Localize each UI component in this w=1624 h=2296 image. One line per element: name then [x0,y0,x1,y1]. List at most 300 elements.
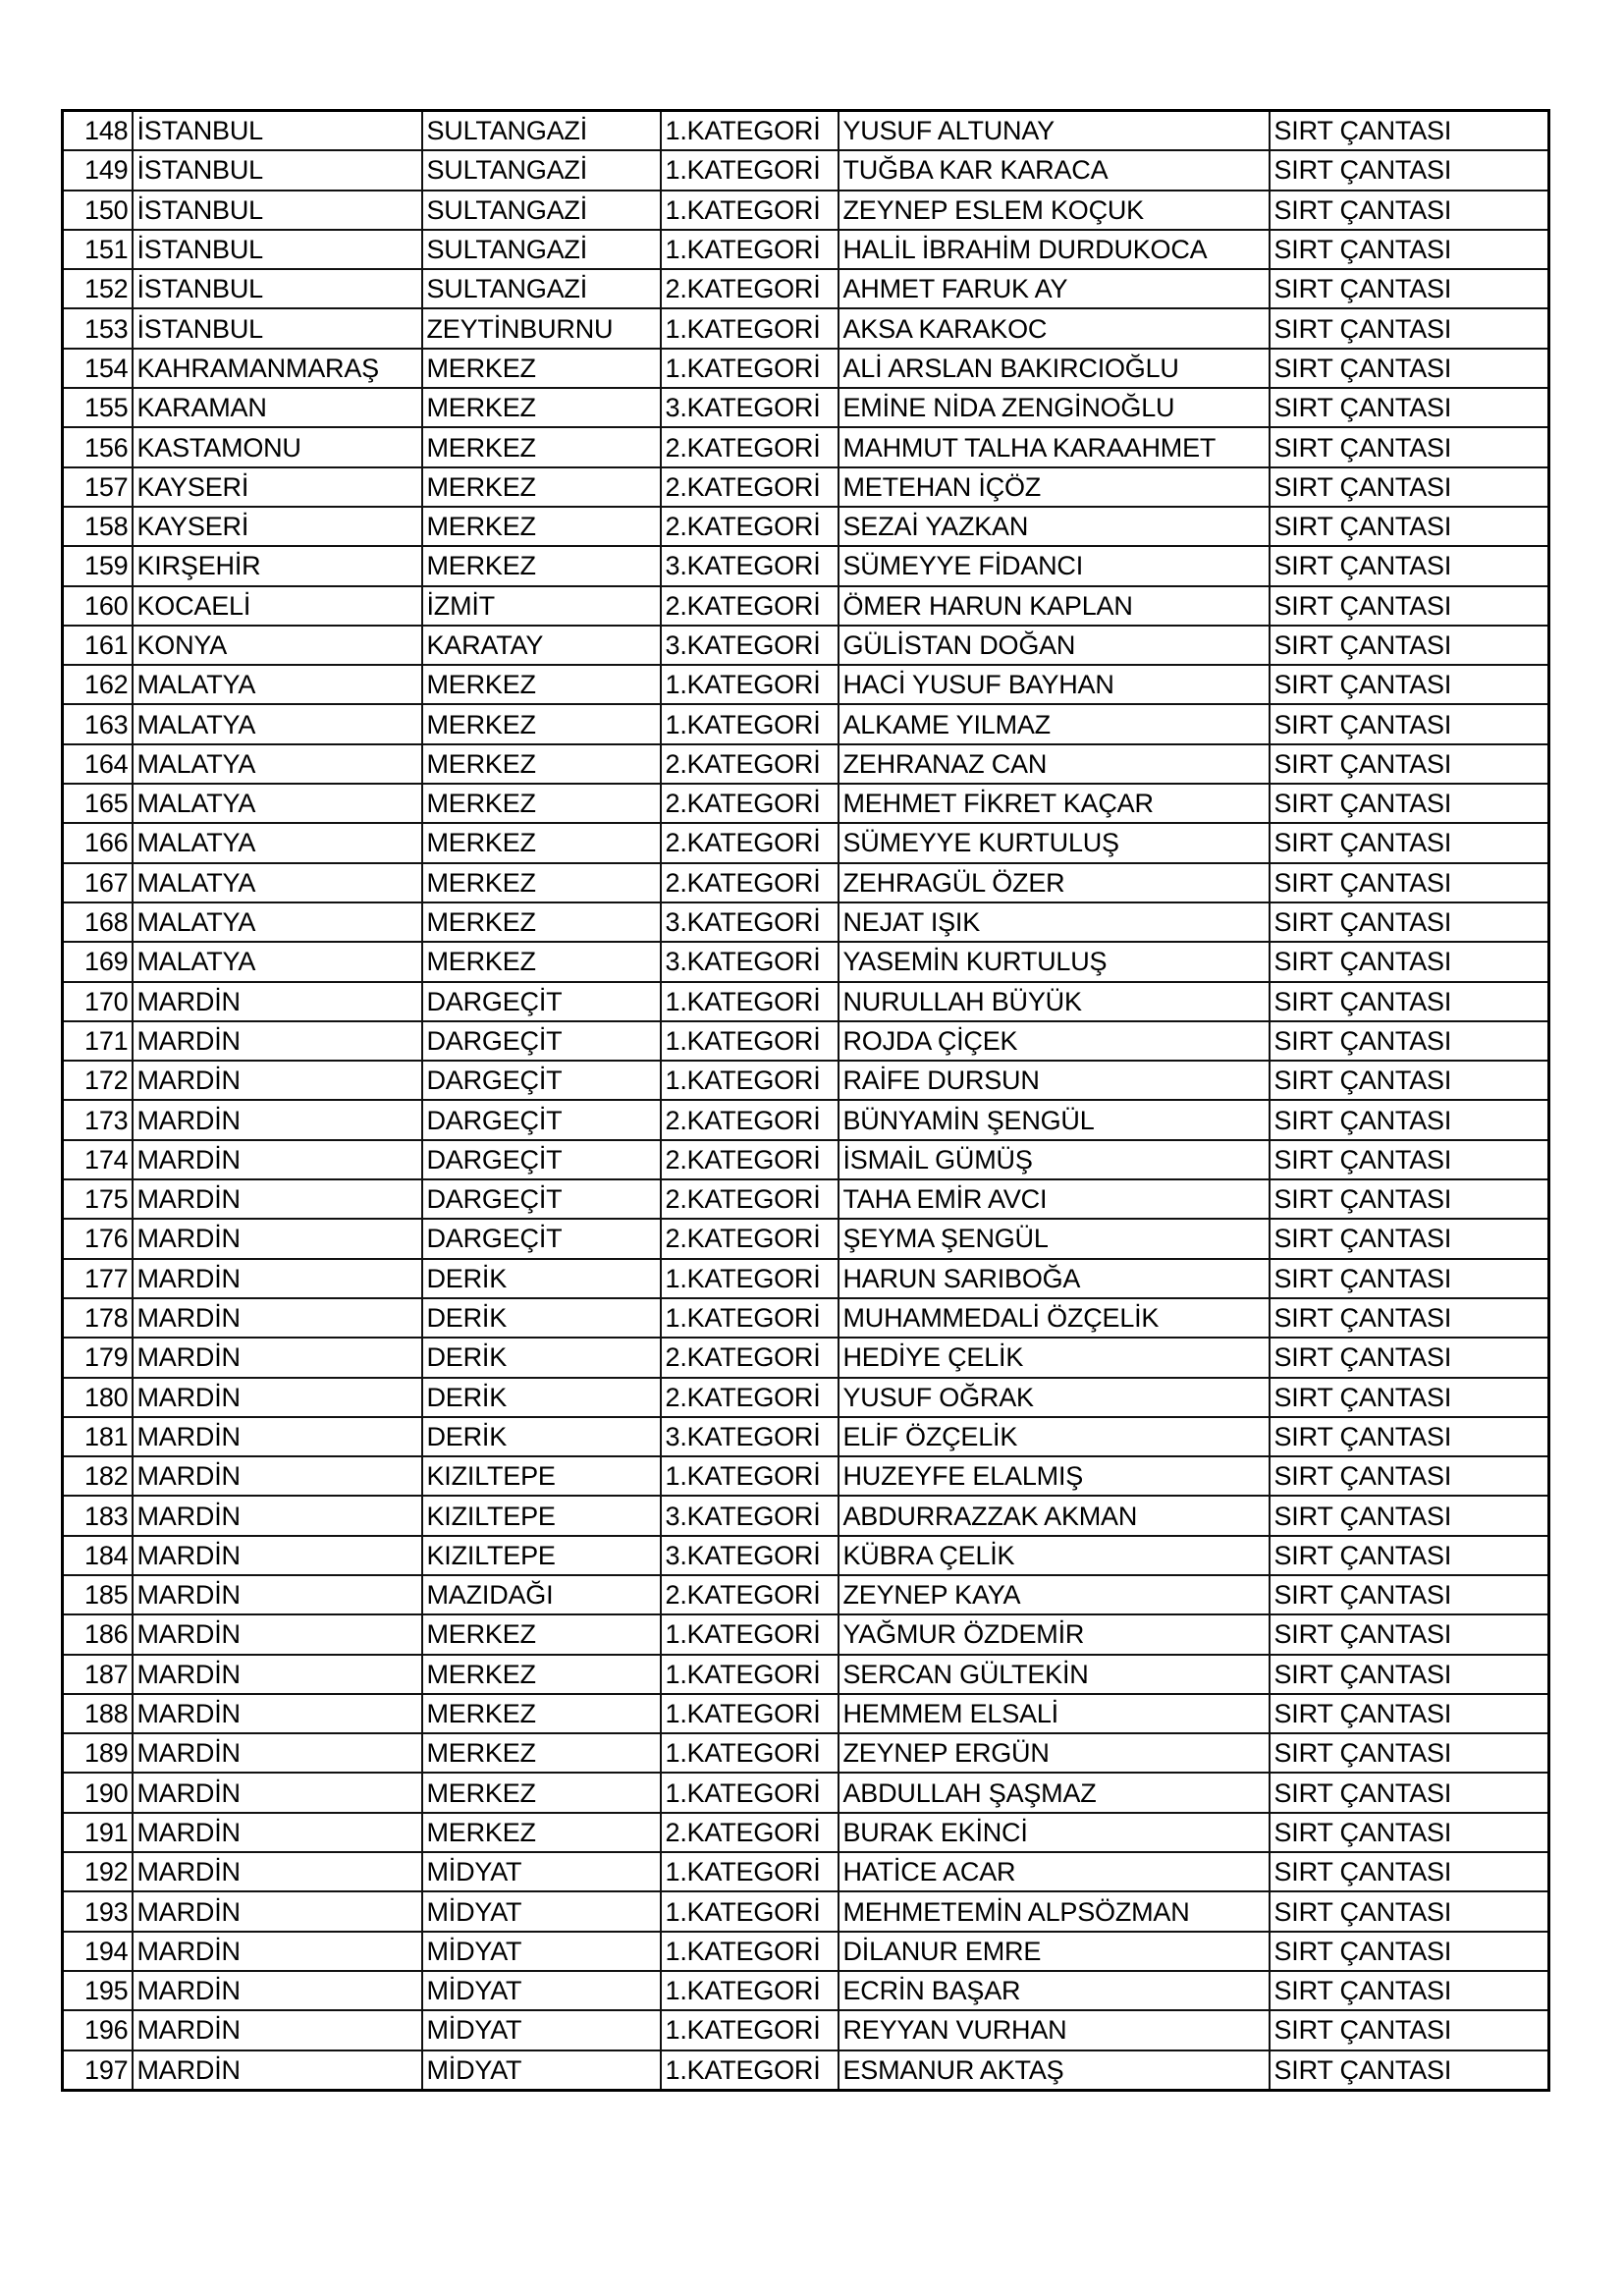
district-cell: MERKEZ [422,1773,661,1812]
student-name-cell: BÜNYAMİN ŞENGÜL [839,1100,1270,1139]
province-cell: MALATYA [133,902,422,942]
student-name-cell: AHMET FARUK AY [839,269,1270,308]
category-cell: 1.KATEGORİ [661,1061,839,1100]
province-cell: MARDİN [133,1021,422,1061]
row-number: 190 [63,1773,133,1812]
province-cell: MARDİN [133,1456,422,1496]
table-row [63,982,1549,1021]
province-cell: İSTANBUL [133,111,422,151]
table-row [63,1773,1549,1812]
row-number: 163 [63,704,133,743]
province-cell: MALATYA [133,863,422,902]
prize-cell: SIRT ÇANTASI [1270,704,1549,743]
district-cell: MERKEZ [422,1813,661,1852]
district-cell: MERKEZ [422,349,661,388]
prize-cell: SIRT ÇANTASI [1270,467,1549,507]
province-cell: İSTANBUL [133,308,422,348]
row-number: 157 [63,467,133,507]
table-row [63,744,1549,784]
table-row [63,823,1549,862]
row-number: 148 [63,111,133,151]
table-row [63,546,1549,585]
district-cell: MERKEZ [422,784,661,823]
table-row [63,1655,1549,1694]
category-cell: 1.KATEGORİ [661,1694,839,1733]
row-number: 172 [63,1061,133,1100]
province-cell: MARDİN [133,1061,422,1100]
province-cell: KIRŞEHİR [133,546,422,585]
province-cell: KAYSERİ [133,507,422,546]
table-row [63,230,1549,269]
student-name-cell: ZEYNEP ERGÜN [839,1733,1270,1773]
district-cell: MERKEZ [422,507,661,546]
prize-cell: SIRT ÇANTASI [1270,1694,1549,1733]
table-row [63,2010,1549,2050]
province-cell: MARDİN [133,2050,422,2091]
prize-cell: SIRT ÇANTASI [1270,2050,1549,2091]
district-cell: MERKEZ [422,1655,661,1694]
student-name-cell: HARUN SARIBOĞA [839,1259,1270,1298]
province-cell: MALATYA [133,823,422,862]
category-cell: 1.KATEGORİ [661,111,839,151]
student-name-cell: MUHAMMEDALİ ÖZÇELİK [839,1298,1270,1338]
table-row [63,626,1549,665]
category-cell: 2.KATEGORİ [661,863,839,902]
district-cell: MERKEZ [422,1614,661,1654]
province-cell: MARDİN [133,1852,422,1891]
prize-cell: SIRT ÇANTASI [1270,586,1549,626]
category-cell: 2.KATEGORİ [661,586,839,626]
student-name-cell: ROJDA ÇİÇEK [839,1021,1270,1061]
province-cell: MARDİN [133,1971,422,2010]
category-cell: 1.KATEGORİ [661,150,839,190]
prize-cell: SIRT ÇANTASI [1270,1298,1549,1338]
row-number: 155 [63,388,133,427]
table-row [63,427,1549,466]
province-cell: MARDİN [133,1140,422,1179]
category-cell: 2.KATEGORİ [661,269,839,308]
category-cell: 2.KATEGORİ [661,467,839,507]
row-number: 170 [63,982,133,1021]
prize-cell: SIRT ÇANTASI [1270,626,1549,665]
row-number: 171 [63,1021,133,1061]
row-number: 186 [63,1614,133,1654]
student-name-cell: ZEHRAGÜL ÖZER [839,863,1270,902]
prize-cell: SIRT ÇANTASI [1270,1496,1549,1535]
category-cell: 2.KATEGORİ [661,1100,839,1139]
student-name-cell: ÖMER HARUN KAPLAN [839,586,1270,626]
student-name-cell: TAHA EMİR AVCI [839,1179,1270,1219]
category-cell: 1.KATEGORİ [661,1932,839,1971]
province-cell: KAHRAMANMARAŞ [133,349,422,388]
prize-cell: SIRT ÇANTASI [1270,902,1549,942]
prize-cell: SIRT ÇANTASI [1270,1536,1549,1575]
table-row [63,269,1549,308]
winners-table-sheet [61,109,1550,2092]
row-number: 149 [63,150,133,190]
prize-cell: SIRT ÇANTASI [1270,1932,1549,1971]
district-cell: SULTANGAZİ [422,191,661,230]
student-name-cell: ŞEYMA ŞENGÜL [839,1219,1270,1258]
prize-cell: SIRT ÇANTASI [1270,1733,1549,1773]
category-cell: 3.KATEGORİ [661,902,839,942]
prize-cell: SIRT ÇANTASI [1270,1021,1549,1061]
category-cell: 1.KATEGORİ [661,982,839,1021]
category-cell: 2.KATEGORİ [661,784,839,823]
student-name-cell: RAİFE DURSUN [839,1061,1270,1100]
student-name-cell: YUSUF OĞRAK [839,1378,1270,1417]
category-cell: 2.KATEGORİ [661,1338,839,1377]
student-name-cell: GÜLİSTAN DOĞAN [839,626,1270,665]
row-number: 178 [63,1298,133,1338]
student-name-cell: YASEMİN KURTULUŞ [839,942,1270,981]
province-cell: MALATYA [133,784,422,823]
winners-table [61,109,1550,2092]
row-number: 180 [63,1378,133,1417]
student-name-cell: KÜBRA ÇELİK [839,1536,1270,1575]
province-cell: MALATYA [133,942,422,981]
table-row [63,1061,1549,1100]
category-cell: 2.KATEGORİ [661,1179,839,1219]
district-cell: MİDYAT [422,1852,661,1891]
prize-cell: SIRT ÇANTASI [1270,1140,1549,1179]
district-cell: DARGEÇİT [422,1179,661,1219]
district-cell: DARGEÇİT [422,1219,661,1258]
row-number: 169 [63,942,133,981]
prize-cell: SIRT ÇANTASI [1270,111,1549,151]
district-cell: MERKEZ [422,546,661,585]
district-cell: SULTANGAZİ [422,111,661,151]
district-cell: MERKEZ [422,902,661,942]
table-row [63,586,1549,626]
prize-cell: SIRT ÇANTASI [1270,1338,1549,1377]
student-name-cell: SÜMEYYE KURTULUŞ [839,823,1270,862]
row-number: 183 [63,1496,133,1535]
row-number: 150 [63,191,133,230]
row-number: 193 [63,1891,133,1931]
student-name-cell: SÜMEYYE FİDANCI [839,546,1270,585]
prize-cell: SIRT ÇANTASI [1270,2010,1549,2050]
province-cell: KARAMAN [133,388,422,427]
student-name-cell: SERCAN GÜLTEKİN [839,1655,1270,1694]
table-row [63,1417,1549,1456]
province-cell: MARDİN [133,1655,422,1694]
row-number: 153 [63,308,133,348]
district-cell: KIZILTEPE [422,1536,661,1575]
row-number: 168 [63,902,133,942]
student-name-cell: MEHMETEMİN ALPSÖZMAN [839,1891,1270,1931]
student-name-cell: ALKAME YILMAZ [839,704,1270,743]
table-row [63,1021,1549,1061]
district-cell: SULTANGAZİ [422,230,661,269]
category-cell: 1.KATEGORİ [661,1773,839,1812]
row-number: 177 [63,1259,133,1298]
district-cell: DERİK [422,1259,661,1298]
province-cell: MARDİN [133,1378,422,1417]
table-row [63,942,1549,981]
category-cell: 1.KATEGORİ [661,1891,839,1931]
table-row [63,1496,1549,1535]
province-cell: MARDİN [133,1496,422,1535]
province-cell: MARDİN [133,1179,422,1219]
row-number: 188 [63,1694,133,1733]
prize-cell: SIRT ÇANTASI [1270,308,1549,348]
row-number: 167 [63,863,133,902]
table-row [63,863,1549,902]
category-cell: 1.KATEGORİ [661,1852,839,1891]
district-cell: MERKEZ [422,823,661,862]
table-row [63,1100,1549,1139]
table-row [63,1932,1549,1971]
category-cell: 2.KATEGORİ [661,1219,839,1258]
province-cell: KAYSERİ [133,467,422,507]
prize-cell: SIRT ÇANTASI [1270,507,1549,546]
student-name-cell: ZEYNEP KAYA [839,1575,1270,1614]
category-cell: 3.KATEGORİ [661,546,839,585]
province-cell: MARDİN [133,1813,422,1852]
category-cell: 1.KATEGORİ [661,704,839,743]
category-cell: 1.KATEGORİ [661,349,839,388]
prize-cell: SIRT ÇANTASI [1270,1971,1549,2010]
prize-cell: SIRT ÇANTASI [1270,942,1549,981]
table-row [63,1536,1549,1575]
table-row [63,1733,1549,1773]
category-cell: 1.KATEGORİ [661,1733,839,1773]
province-cell: MARDİN [133,1575,422,1614]
district-cell: MİDYAT [422,1891,661,1931]
category-cell: 1.KATEGORİ [661,308,839,348]
province-cell: MARDİN [133,1694,422,1733]
category-cell: 2.KATEGORİ [661,1575,839,1614]
student-name-cell: ECRİN BAŞAR [839,1971,1270,2010]
row-number: 185 [63,1575,133,1614]
row-number: 173 [63,1100,133,1139]
table-row [63,784,1549,823]
student-name-cell: HATİCE ACAR [839,1852,1270,1891]
prize-cell: SIRT ÇANTASI [1270,982,1549,1021]
student-name-cell: NURULLAH BÜYÜK [839,982,1270,1021]
row-number: 179 [63,1338,133,1377]
district-cell: DERİK [422,1417,661,1456]
student-name-cell: MEHMET FİKRET KAÇAR [839,784,1270,823]
prize-cell: SIRT ÇANTASI [1270,269,1549,308]
district-cell: MERKEZ [422,1733,661,1773]
province-cell: MARDİN [133,1259,422,1298]
row-number: 196 [63,2010,133,2050]
province-cell: İSTANBUL [133,191,422,230]
prize-cell: SIRT ÇANTASI [1270,823,1549,862]
category-cell: 2.KATEGORİ [661,744,839,784]
district-cell: İZMİT [422,586,661,626]
prize-cell: SIRT ÇANTASI [1270,1852,1549,1891]
prize-cell: SIRT ÇANTASI [1270,1614,1549,1654]
district-cell: MAZIDAĞI [422,1575,661,1614]
district-cell: MERKEZ [422,427,661,466]
row-number: 194 [63,1932,133,1971]
row-number: 159 [63,546,133,585]
province-cell: MALATYA [133,665,422,704]
category-cell: 3.KATEGORİ [661,1496,839,1535]
province-cell: MARDİN [133,2010,422,2050]
district-cell: DARGEÇİT [422,1061,661,1100]
province-cell: MARDİN [133,1298,422,1338]
province-cell: KOCAELİ [133,586,422,626]
row-number: 187 [63,1655,133,1694]
student-name-cell: REYYAN VURHAN [839,2010,1270,2050]
table-row [63,111,1549,151]
table-row [63,1575,1549,1614]
district-cell: MERKEZ [422,942,661,981]
row-number: 191 [63,1813,133,1852]
prize-cell: SIRT ÇANTASI [1270,230,1549,269]
table-row [63,1456,1549,1496]
province-cell: MARDİN [133,1773,422,1812]
district-cell: MİDYAT [422,2010,661,2050]
table-row [63,150,1549,190]
province-cell: MARDİN [133,1733,422,1773]
province-cell: MARDİN [133,1219,422,1258]
category-cell: 1.KATEGORİ [661,1614,839,1654]
row-number: 182 [63,1456,133,1496]
district-cell: DERİK [422,1378,661,1417]
table-row [63,665,1549,704]
category-cell: 3.KATEGORİ [661,1417,839,1456]
student-name-cell: ESMANUR AKTAŞ [839,2050,1270,2091]
prize-cell: SIRT ÇANTASI [1270,665,1549,704]
province-cell: MARDİN [133,1614,422,1654]
table-row [63,1179,1549,1219]
district-cell: MERKEZ [422,467,661,507]
category-cell: 1.KATEGORİ [661,191,839,230]
category-cell: 1.KATEGORİ [661,1259,839,1298]
prize-cell: SIRT ÇANTASI [1270,1456,1549,1496]
table-row [63,1813,1549,1852]
category-cell: 1.KATEGORİ [661,230,839,269]
table-row [63,349,1549,388]
table-row [63,1378,1549,1417]
student-name-cell: YUSUF ALTUNAY [839,111,1270,151]
table-row [63,1298,1549,1338]
district-cell: MERKEZ [422,665,661,704]
district-cell: KIZILTEPE [422,1496,661,1535]
category-cell: 2.KATEGORİ [661,1140,839,1179]
category-cell: 1.KATEGORİ [661,1971,839,2010]
category-cell: 2.KATEGORİ [661,507,839,546]
category-cell: 1.KATEGORİ [661,665,839,704]
student-name-cell: HEMMEM ELSALİ [839,1694,1270,1733]
prize-cell: SIRT ÇANTASI [1270,1061,1549,1100]
prize-cell: SIRT ÇANTASI [1270,427,1549,466]
category-cell: 1.KATEGORİ [661,1298,839,1338]
prize-cell: SIRT ÇANTASI [1270,1813,1549,1852]
student-name-cell: ALİ ARSLAN BAKIRCIOĞLU [839,349,1270,388]
student-name-cell: ELİF ÖZÇELİK [839,1417,1270,1456]
category-cell: 2.KATEGORİ [661,1813,839,1852]
row-number: 165 [63,784,133,823]
row-number: 197 [63,2050,133,2091]
province-cell: İSTANBUL [133,269,422,308]
student-name-cell: HUZEYFE ELALMIŞ [839,1456,1270,1496]
district-cell: KARATAY [422,626,661,665]
province-cell: MARDİN [133,1932,422,1971]
row-number: 164 [63,744,133,784]
prize-cell: SIRT ÇANTASI [1270,1773,1549,1812]
row-number: 176 [63,1219,133,1258]
province-cell: MARDİN [133,1891,422,1931]
row-number: 181 [63,1417,133,1456]
student-name-cell: HALİL İBRAHİM DURDUKOCA [839,230,1270,269]
district-cell: SULTANGAZİ [422,269,661,308]
table-row [63,1219,1549,1258]
category-cell: 1.KATEGORİ [661,1456,839,1496]
prize-cell: SIRT ÇANTASI [1270,546,1549,585]
district-cell: MERKEZ [422,388,661,427]
table-row [63,1259,1549,1298]
row-number: 184 [63,1536,133,1575]
category-cell: 1.KATEGORİ [661,1021,839,1061]
table-row [63,1338,1549,1377]
row-number: 195 [63,1971,133,2010]
category-cell: 3.KATEGORİ [661,388,839,427]
district-cell: DARGEÇİT [422,1100,661,1139]
prize-cell: SIRT ÇANTASI [1270,191,1549,230]
table-row [63,1852,1549,1891]
district-cell: DARGEÇİT [422,1021,661,1061]
district-cell: MİDYAT [422,1971,661,2010]
prize-cell: SIRT ÇANTASI [1270,150,1549,190]
category-cell: 3.KATEGORİ [661,942,839,981]
category-cell: 2.KATEGORİ [661,1378,839,1417]
province-cell: MARDİN [133,1417,422,1456]
province-cell: KASTAMONU [133,427,422,466]
prize-cell: SIRT ÇANTASI [1270,744,1549,784]
district-cell: DARGEÇİT [422,1140,661,1179]
student-name-cell: BURAK EKİNCİ [839,1813,1270,1852]
table-row [63,388,1549,427]
table-row [63,467,1549,507]
district-cell: MERKEZ [422,704,661,743]
student-name-cell: YAĞMUR ÖZDEMİR [839,1614,1270,1654]
category-cell: 1.KATEGORİ [661,2050,839,2091]
prize-cell: SIRT ÇANTASI [1270,784,1549,823]
table-row [63,1694,1549,1733]
student-name-cell: ZEYNEP ESLEM KOÇUK [839,191,1270,230]
district-cell: MİDYAT [422,2050,661,2091]
row-number: 152 [63,269,133,308]
student-name-cell: HEDİYE ÇELİK [839,1338,1270,1377]
student-name-cell: NEJAT IŞIK [839,902,1270,942]
province-cell: İSTANBUL [133,150,422,190]
table-row [63,308,1549,348]
prize-cell: SIRT ÇANTASI [1270,1100,1549,1139]
prize-cell: SIRT ÇANTASI [1270,349,1549,388]
row-number: 158 [63,507,133,546]
province-cell: MARDİN [133,1536,422,1575]
row-number: 166 [63,823,133,862]
district-cell: MERKEZ [422,1694,661,1733]
prize-cell: SIRT ÇANTASI [1270,388,1549,427]
student-name-cell: TUĞBA KAR KARACA [839,150,1270,190]
category-cell: 3.KATEGORİ [661,626,839,665]
district-cell: MİDYAT [422,1932,661,1971]
district-cell: DERİK [422,1338,661,1377]
province-cell: MALATYA [133,704,422,743]
row-number: 154 [63,349,133,388]
table-body [63,111,1549,2091]
table-row [63,191,1549,230]
row-number: 174 [63,1140,133,1179]
student-name-cell: SEZAİ YAZKAN [839,507,1270,546]
